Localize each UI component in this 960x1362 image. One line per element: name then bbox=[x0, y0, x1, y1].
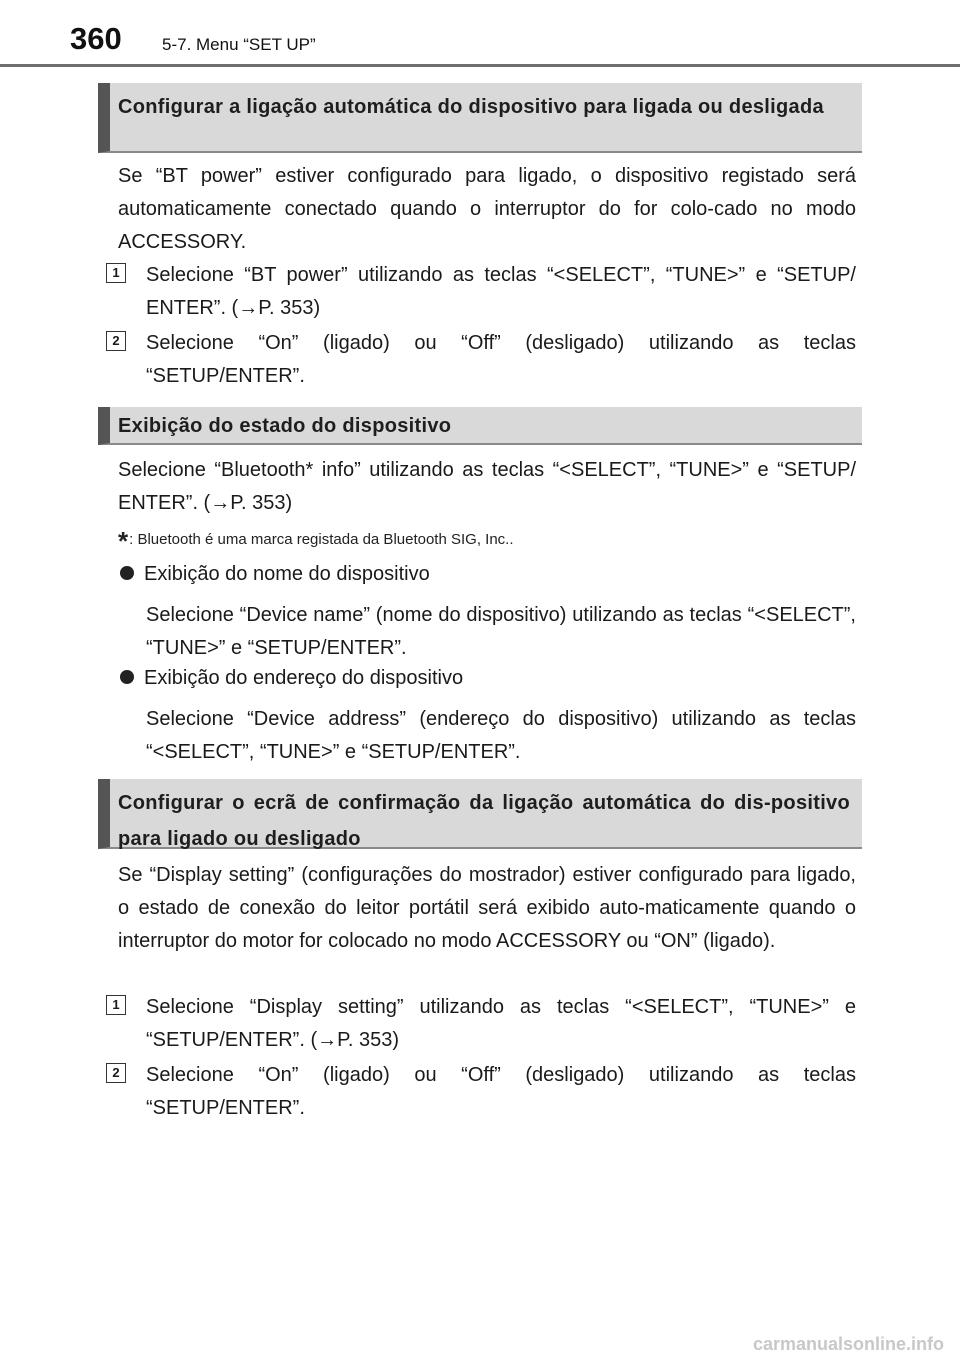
section-heading-display-setting: Configurar o ecrã de confirmação da ligação automática do dis-positivo para ligado ou desligado bbox=[98, 779, 862, 849]
bullet-text-device-name: Selecione “Device name” (nome do dispositivo) utilizando as teclas “<SELECT”, “TUNE>” e “SETUP/ENTER”. bbox=[146, 604, 856, 659]
step-number-2: 2 bbox=[106, 1063, 126, 1083]
running-section-title: 5-7. Menu “SET UP” bbox=[162, 35, 316, 54]
page-header bbox=[0, 0, 960, 66]
bullet-title: Exibição do endereço do dispositivo bbox=[144, 667, 464, 689]
footnote-mark: * bbox=[118, 526, 129, 556]
bullet-dot-icon bbox=[120, 670, 134, 684]
section-intro-display-setting: Se “Display setting” (configurações do mostrador) estiver configurado para ligado, o estado de conexão do leitor portátil será exibido auto-maticamente quando o interruptor do motor for colocado no modo ACCESSORY ou “ON” (ligado). bbox=[118, 864, 856, 952]
step-number-1: 1 bbox=[106, 995, 126, 1015]
bullet-text-device-address: Selecione “Device address” (endereço do dispositivo) utilizando as teclas “<SELECT”, “TUNE>” e “SETUP/ENTER”. bbox=[146, 708, 856, 763]
section-intro-device-status: Selecione “Bluetooth* info” utilizando as teclas “<SELECT”, “TUNE>” e “SETUP/ ENTER”. (→P. 353) bbox=[118, 459, 856, 514]
section-heading-device-status: Exibição do estado do dispositivo bbox=[98, 407, 862, 445]
step-number-2: 2 bbox=[106, 331, 126, 351]
step-text-1: Selecione “Display setting” utilizando as teclas “<SELECT”, “TUNE>” e “SETUP/ENTER”. (→P. 353) bbox=[146, 996, 856, 1051]
page-number: 360 bbox=[70, 21, 122, 56]
watermark: carmanualsonline.info bbox=[752, 1334, 944, 1354]
step-text-2: Selecione “On” (ligado) ou “Off” (desligado) utilizando as teclas “SETUP/ENTER”. bbox=[146, 1064, 856, 1119]
bullet-dot-icon bbox=[120, 566, 134, 580]
section-heading-auto-connect: Configurar a ligação automática do dispositivo para ligada ou desligada bbox=[98, 83, 862, 153]
bullet-device-address bbox=[120, 667, 463, 690]
section-intro-auto-connect: Se “BT power” estiver configurado para ligado, o dispositivo registado será automaticamente conectado quando o interruptor do for colo-cado no modo ACCESSORY. bbox=[118, 165, 856, 253]
header-rule bbox=[0, 64, 960, 67]
step-text-1: Selecione “BT power” utilizando as teclas “<SELECT”, “TUNE>” e “SETUP/ ENTER”. (→P. 353) bbox=[146, 264, 856, 319]
step-text-2: Selecione “On” (ligado) ou “Off” (desligado) utilizando as teclas “SETUP/ENTER”. bbox=[146, 332, 856, 387]
footnote-text: : Bluetooth é uma marca registada da Bluetooth SIG, Inc.. bbox=[129, 531, 514, 548]
bullet-device-name bbox=[120, 563, 430, 586]
bullet-title: Exibição do nome do dispositivo bbox=[144, 563, 430, 585]
step-number-1: 1 bbox=[106, 263, 126, 283]
footnote bbox=[118, 526, 514, 557]
